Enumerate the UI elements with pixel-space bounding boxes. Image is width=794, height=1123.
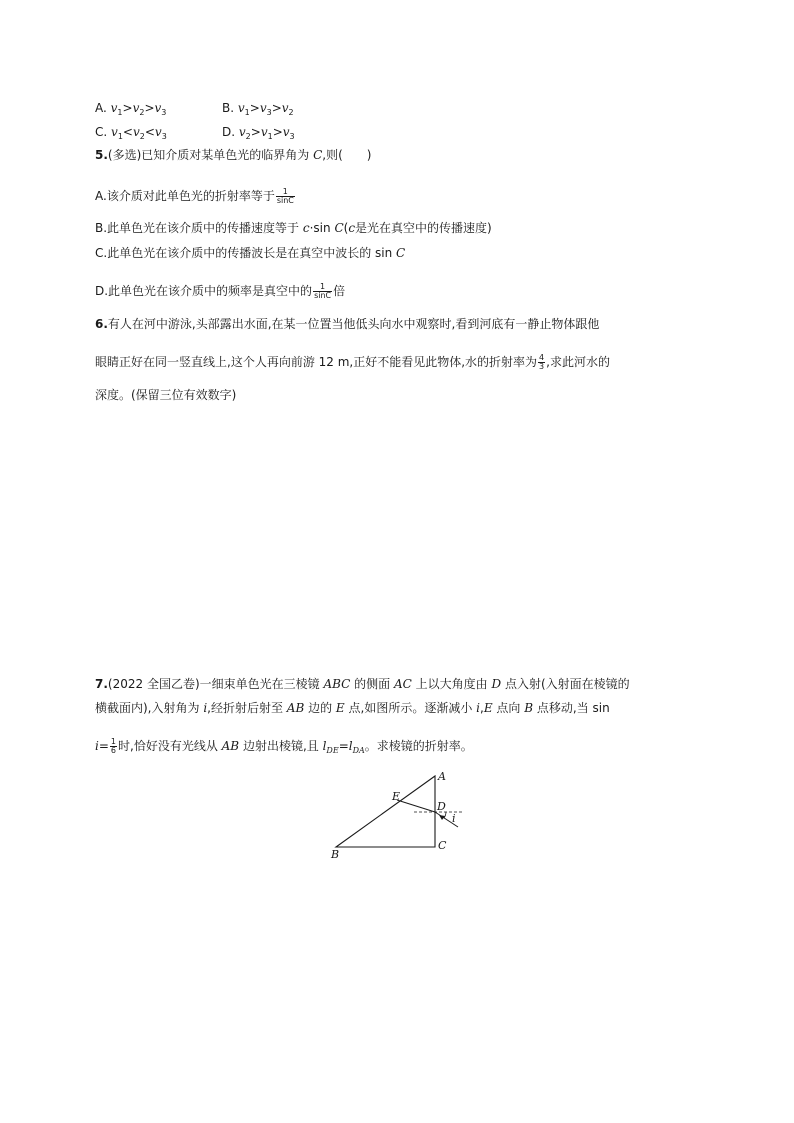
subscript: 1 bbox=[117, 108, 123, 117]
var-ab: AB bbox=[286, 701, 305, 715]
question-text: (2022 全国乙卷)一细束单色光在三棱镜 bbox=[107, 677, 324, 691]
q7-line-2 bbox=[95, 700, 610, 716]
subscript: 3 bbox=[266, 108, 272, 117]
gt-sign: > bbox=[249, 101, 260, 115]
var-v: v bbox=[281, 101, 289, 115]
subscript: 3 bbox=[289, 132, 295, 141]
q7-line-1 bbox=[95, 676, 630, 692]
gt-sign: > bbox=[271, 101, 282, 115]
fraction bbox=[538, 354, 545, 371]
vertex-label-e: E bbox=[392, 790, 401, 803]
option-text: ·sin bbox=[309, 221, 335, 235]
question-text: , bbox=[479, 701, 484, 715]
question-text: 边射出棱镜,且 bbox=[239, 739, 323, 753]
var-v: v bbox=[154, 125, 162, 139]
question-number: 7. bbox=[95, 677, 108, 691]
question-number: 5. bbox=[95, 148, 108, 162]
question-text: 横截面内),入射角为 bbox=[95, 701, 204, 715]
question-text: 眼睛正好在同一竖直线上,这个人再向前游 12 m,正好不能看见此物体,水的折射率为 bbox=[95, 355, 538, 369]
subscript: 1 bbox=[244, 108, 250, 117]
question-text: 有人在河中游泳,头部露出水面,在某一位置当他低头向水中观察时,看到河底有一静止物体跟他 bbox=[107, 317, 600, 331]
prism-diagram bbox=[320, 766, 480, 866]
subscript: 3 bbox=[161, 132, 167, 141]
numerator: 1 bbox=[110, 737, 116, 746]
question-text: 深度。(保留三位有效数字) bbox=[95, 388, 237, 402]
var-v: v bbox=[238, 125, 246, 139]
prism-triangle bbox=[336, 776, 435, 847]
var-c: C bbox=[313, 148, 323, 162]
q7-line-3 bbox=[95, 738, 473, 759]
gt-sign: > bbox=[250, 125, 261, 139]
var-v: v bbox=[259, 101, 267, 115]
option-label: B. bbox=[222, 101, 235, 115]
equals-sign: = bbox=[98, 739, 109, 753]
var-v: v bbox=[154, 101, 162, 115]
subscript: 1 bbox=[117, 132, 123, 141]
fraction bbox=[313, 283, 332, 300]
q5-stem bbox=[95, 147, 371, 163]
question-text: 。求棱镜的折射率。 bbox=[364, 739, 473, 753]
question-text: ,求此河水的 bbox=[546, 355, 610, 369]
question-text: 点移动,当 sin bbox=[533, 701, 610, 715]
denominator: sinC bbox=[276, 196, 294, 205]
question-text: 点,如图所示。逐渐减小 bbox=[344, 701, 477, 715]
refracted-ray bbox=[397, 800, 435, 812]
subscript: DA bbox=[352, 746, 365, 755]
var-v: v bbox=[282, 125, 290, 139]
option-d bbox=[222, 125, 295, 141]
var-C: C bbox=[396, 246, 406, 260]
denominator: 3 bbox=[539, 362, 545, 371]
var-e: E bbox=[335, 701, 345, 715]
question-text: 时,恰好没有光线从 bbox=[118, 739, 222, 753]
lt-sign: < bbox=[144, 125, 155, 139]
vertex-label-a: A bbox=[438, 770, 446, 783]
q5-option-b bbox=[95, 220, 492, 236]
question-number: 6. bbox=[95, 317, 108, 331]
denominator: 6 bbox=[110, 746, 116, 755]
option-text: C.此单色光在该介质中的传播波长是在真空中波长的 sin bbox=[95, 246, 397, 260]
vertex-label-c: C bbox=[438, 839, 447, 852]
var-l: l bbox=[348, 739, 353, 753]
var-c: c bbox=[302, 221, 310, 235]
var-i: i bbox=[203, 701, 208, 715]
var-c: c bbox=[348, 221, 356, 235]
var-e: E bbox=[483, 701, 493, 715]
subscript: DE bbox=[326, 746, 339, 755]
var-ac: AC bbox=[394, 677, 412, 691]
stem-text: ,则( ) bbox=[322, 148, 372, 162]
var-v: v bbox=[260, 125, 268, 139]
vertex-label-b: B bbox=[331, 848, 340, 861]
q6-line-3 bbox=[95, 387, 236, 403]
lt-sign: < bbox=[122, 125, 133, 139]
q5-option-c bbox=[95, 245, 405, 261]
question-text: 上以大角度由 bbox=[411, 677, 492, 691]
option-label: C. bbox=[95, 125, 108, 139]
numerator: 4 bbox=[539, 353, 545, 362]
var-l: l bbox=[322, 739, 327, 753]
option-text: 倍 bbox=[333, 284, 346, 298]
subscript: 2 bbox=[139, 108, 145, 117]
var-v: v bbox=[132, 125, 140, 139]
var-b: B bbox=[524, 701, 534, 715]
numerator: 1 bbox=[276, 188, 295, 197]
question-text: 点向 bbox=[492, 701, 525, 715]
var-i: i bbox=[95, 739, 99, 753]
option-text: B.此单色光在该介质中的传播速度等于 bbox=[95, 221, 303, 235]
angle-label-i: i bbox=[452, 812, 456, 825]
point-label-d: D bbox=[437, 800, 446, 813]
gt-sign: > bbox=[144, 101, 155, 115]
denominator: sinC bbox=[314, 291, 332, 300]
var-v: v bbox=[110, 101, 118, 115]
question-text: 点入射(入射面在棱镜的 bbox=[501, 677, 630, 691]
question-text: ,经折射后射至 bbox=[207, 701, 287, 715]
option-a bbox=[95, 101, 166, 117]
fraction bbox=[276, 188, 295, 205]
q6-line-1 bbox=[95, 316, 599, 332]
option-text: 是光在真空中的传播速度) bbox=[355, 221, 492, 235]
option-text: D.此单色光在该介质中的频率是真空中的 bbox=[95, 284, 313, 298]
var-v: v bbox=[132, 101, 140, 115]
var-C: C bbox=[334, 221, 344, 235]
equals-sign: = bbox=[338, 739, 349, 753]
subscript: 2 bbox=[245, 132, 251, 141]
var-abc: ABC bbox=[323, 677, 351, 691]
fraction bbox=[110, 738, 117, 755]
stem-text: (多选)已知介质对某单色光的临界角为 bbox=[107, 148, 314, 162]
option-text: A.该介质对此单色光的折射率等于 bbox=[95, 189, 275, 203]
var-i: i bbox=[476, 701, 480, 715]
var-v: v bbox=[111, 125, 118, 139]
q5-option-a bbox=[95, 188, 296, 205]
option-label: A. bbox=[95, 101, 107, 115]
paren: ( bbox=[343, 221, 349, 235]
subscript: 3 bbox=[161, 108, 167, 117]
option-b bbox=[222, 101, 294, 117]
subscript: 1 bbox=[267, 132, 273, 141]
gt-sign: > bbox=[272, 125, 283, 139]
q5-option-d bbox=[95, 283, 345, 300]
question-text: 边的 bbox=[304, 701, 336, 715]
question-text: 的侧面 bbox=[350, 677, 394, 691]
var-ab: AB bbox=[221, 739, 240, 753]
numerator: 1 bbox=[313, 283, 332, 292]
q6-line-2 bbox=[95, 354, 610, 371]
subscript: 2 bbox=[288, 108, 294, 117]
var-v: v bbox=[237, 101, 245, 115]
subscript: 2 bbox=[139, 132, 145, 141]
gt-sign: > bbox=[122, 101, 133, 115]
option-c bbox=[95, 125, 167, 141]
option-label: D. bbox=[222, 125, 236, 139]
var-d: D bbox=[491, 677, 502, 691]
